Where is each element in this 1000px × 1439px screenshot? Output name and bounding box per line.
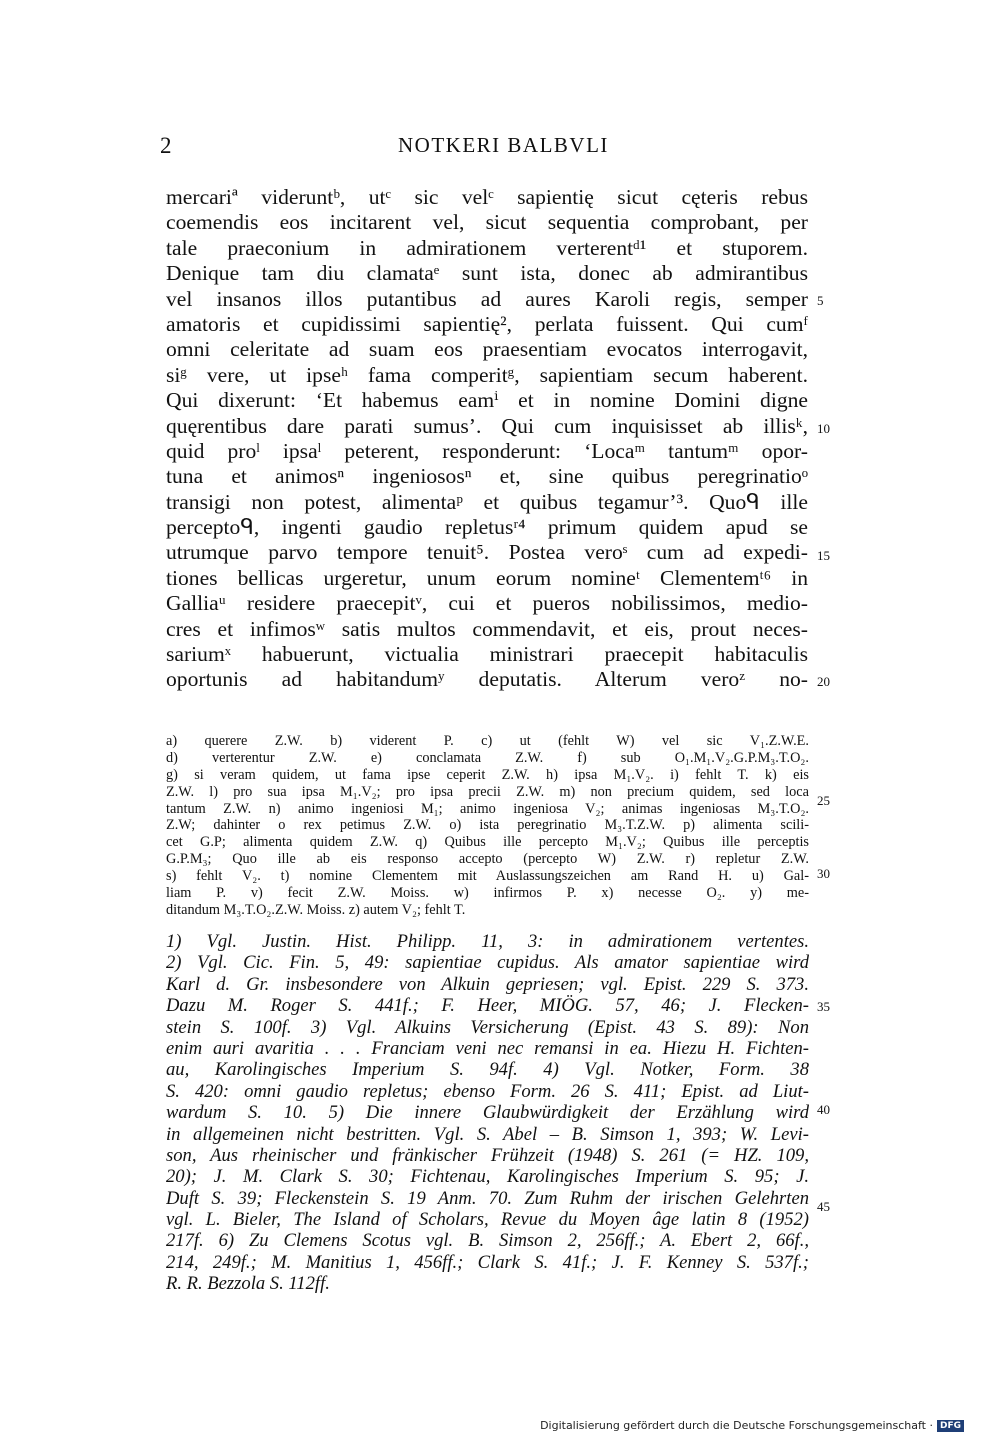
note-line: S. 420: omni gaudio repletus; ebenso Form. 26 S. 411; Epist. ad Liut- <box>166 1080 809 1102</box>
main-text-line: omni celeritate ad suam eos praesentiam evocatos interrogavit, <box>166 337 808 362</box>
apparatus-line-number-30: 30 <box>817 866 830 881</box>
main-text-line: tale praeconium in admirationem verterentᵈ¹ et stuporem. <box>166 235 808 260</box>
main-text-line: coemendis eos incitarent vel, sicut sequentia comprobant, per <box>166 210 808 235</box>
main-line-number-20: 20 <box>817 674 830 689</box>
main-text-line: tiones bellicas urgeretur, unum eorum nomineᵗ Clementemᵗ⁶ in <box>166 565 808 590</box>
footer-credit <box>540 1419 964 1432</box>
apparatus-line: ditandum M₃.T.O₂.Z.W. Moiss. z) autem V₂; fehlt T. <box>166 901 466 918</box>
note-line: 2) Vgl. Cic. Fin. 5, 49: sapientiae cupidus. Als amator sapientiae wird <box>166 952 809 974</box>
note-line: enim auri avaritia . . . Franciam veni nec remansi in ea. Hiezu H. Fichten- <box>166 1037 809 1059</box>
main-text-line: transigi non potest, alimentaᵖ et quibus tegamur’³. Quoᑫ ille <box>166 489 808 514</box>
note-line: Dazu M. Roger S. 441f.; F. Heer, MIÖG. 57, 46; J. Flecken- <box>166 995 809 1017</box>
main-line-number-10: 10 <box>817 421 830 436</box>
note-line: 1) Vgl. Justin. Hist. Philipp. 11, 3: in admirationem vertentes. <box>166 931 809 952</box>
apparatus-line: cet G.P; alimenta quidem Z.W. q) Quibus ille percepto M₁.V₂; Quibus ille perceptis <box>166 834 809 851</box>
note-line: R. R. Bezzola S. 112ff. <box>166 1273 330 1295</box>
main-text-line: Denique tam diu clamataᵉ sunt ista, donec ab admirantibus <box>166 261 808 286</box>
note-line-number-40: 40 <box>817 1102 830 1117</box>
main-text-line: sariumˣ habuerunt, victualia ministrari praecepit habitaculis <box>166 642 808 667</box>
apparatus-line: a) querere Z.W. b) viderent P. c) ut (fehlt W) vel sic V₁.Z.W.E. <box>166 733 809 749</box>
note-line: vgl. L. Bieler, The Island of Scholars, Revue du Moyen âge latin 8 (1952) <box>166 1209 809 1231</box>
main-text-line: quid proˡ ipsaˡ peterent, responderunt: ‘Locaᵐ tantumᵐ opor- <box>166 438 808 463</box>
note-line-number-35: 35 <box>817 999 830 1014</box>
main-text-line: perceptoᑫ, ingenti gaudio repletusʳ⁴ primum quidem apud se <box>166 515 808 540</box>
note-line: stein S. 100f. 3) Vgl. Alkuins Versicherung (Epist. 43 S. 89): Non <box>166 1016 809 1038</box>
main-text-line: siᵍ vere, ut ipseʰ fama comperitᵍ, sapientiam secum haberent. <box>166 362 808 387</box>
main-text-line: Qui dixerunt: ‘Et habemus eamⁱ et in nomine Domini digne <box>166 388 808 413</box>
main-text <box>166 185 808 693</box>
apparatus-line: g) si veram quidem, ut fama ipse ceperit Z.W. h) ipsa M₁.V₂. i) fehlt T. k) eis <box>166 766 809 783</box>
apparatus-line: Z.W. l) pro sua ipsa M₁.V₂; pro ipsa precii Z.W. m) non precium quidem, sed loca <box>166 783 809 800</box>
apparatus-line: Z.W; dahinter o rex petimus Z.W. o) ista peregrinatio M₃.T.Z.W. p) alimenta scili- <box>166 817 809 834</box>
note-line-number-45: 45 <box>817 1199 830 1214</box>
apparatus-line: d) verterentur Z.W. e) conclamata Z.W. f) sub O₁.M₁.V₂.G.P.M₃.T.O₂. <box>166 749 809 766</box>
note-line: wardum S. 10. 5) Die innere Glaubwürdigkeit der Erzählung wird <box>166 1102 809 1124</box>
main-text-line: tuna et animosⁿ ingeniososⁿ et, sine quibus peregrinatioᵒ <box>166 464 808 489</box>
note-line: son, Aus rheinischer und fränkischer Frühzeit (1948) S. 261 (= HZ. 109, <box>166 1144 809 1166</box>
note-line: au, Karolingisches Imperium S. 94f. 4) Vgl. Notker, Form. 38 <box>166 1059 809 1081</box>
main-text-line: quęrentibus dare parati sumus’. Qui cum inquisisset ab illisᵏ, <box>166 413 808 438</box>
main-text-line: Galliaᵘ residere praecepitᵛ, cui et pueros nobilissimos, medio- <box>166 591 808 616</box>
note-line: 217f. 6) Zu Clemens Scotus vgl. B. Simson 2, 256ff.; A. Ebert 2, 66f., <box>166 1230 809 1252</box>
note-line: Karl d. Gr. insbesondere von Alkuin gepriesen; vgl. Epist. 229 S. 373. <box>166 973 809 995</box>
dfg-logo: DFG <box>937 1420 964 1432</box>
main-text-line: mercariª videruntᵇ, utᶜ sic velᶜ sapientię sicut cęteris rebus <box>166 185 808 209</box>
commentary-notes <box>166 931 809 1295</box>
note-line: Duft S. 39; Fleckenstein S. 19 Anm. 70. Zum Ruhm der irischen Gelehrten <box>166 1187 809 1209</box>
main-text-line: vel insanos illos putantibus ad aures Karoli regis, semper <box>166 286 808 311</box>
apparatus-line: s) fehlt V₂. t) nomine Clementem mit Auslassungszeichen am Rand H. u) Gal- <box>166 868 809 885</box>
main-text-line: cres et infimosʷ satis multos commendavit, et eis, prout neces- <box>166 616 808 641</box>
critical-apparatus <box>166 733 809 919</box>
main-text-line: amatoris et cupidissimi sapientię², perlata fuissent. Qui cumᶠ <box>166 311 808 336</box>
running-title: NOTKERI BALBVLI <box>398 133 609 157</box>
footer-credit-text: Digitalisierung gefördert durch die Deutsche Forschungsgemeinschaft · <box>540 1419 933 1432</box>
note-line: 214, 249f.; M. Manitius 1, 456ff.; Clark S. 41f.; J. F. Kenney S. 537f.; <box>166 1251 809 1273</box>
apparatus-line-number-25: 25 <box>817 793 830 808</box>
main-text-line: utrumque parvo tempore tenuit⁵. Postea veroˢ cum ad expedi- <box>166 540 808 565</box>
main-line-number-5: 5 <box>817 293 824 308</box>
apparatus-line: G.P.M₃; Quo ille ab eis responso accepto (percepto W) Z.W. r) repletur Z.W. <box>166 851 809 868</box>
note-line: 20); J. M. Clark S. 30; Fichtenau, Karolingisches Imperium S. 95; J. <box>166 1166 809 1188</box>
page-number: 2 <box>160 133 172 158</box>
main-line-number-15: 15 <box>817 548 830 563</box>
apparatus-line: liam P. v) fecit Z.W. Moiss. w) infirmos P. x) necesse O₂. y) me- <box>166 885 809 902</box>
note-line: in allgemeinen nicht bestritten. Vgl. S. Abel – B. Simson 1, 393; W. Levi- <box>166 1123 809 1145</box>
main-text-line: oportunis ad habitandumʸ deputatis. Alterum veroᶻ no- <box>166 667 808 692</box>
apparatus-line: tantum Z.W. n) animo ingeniosi M₁; animo ingeniosa V₂; animas ingeniosas M₃.T.O₂. <box>166 800 809 817</box>
